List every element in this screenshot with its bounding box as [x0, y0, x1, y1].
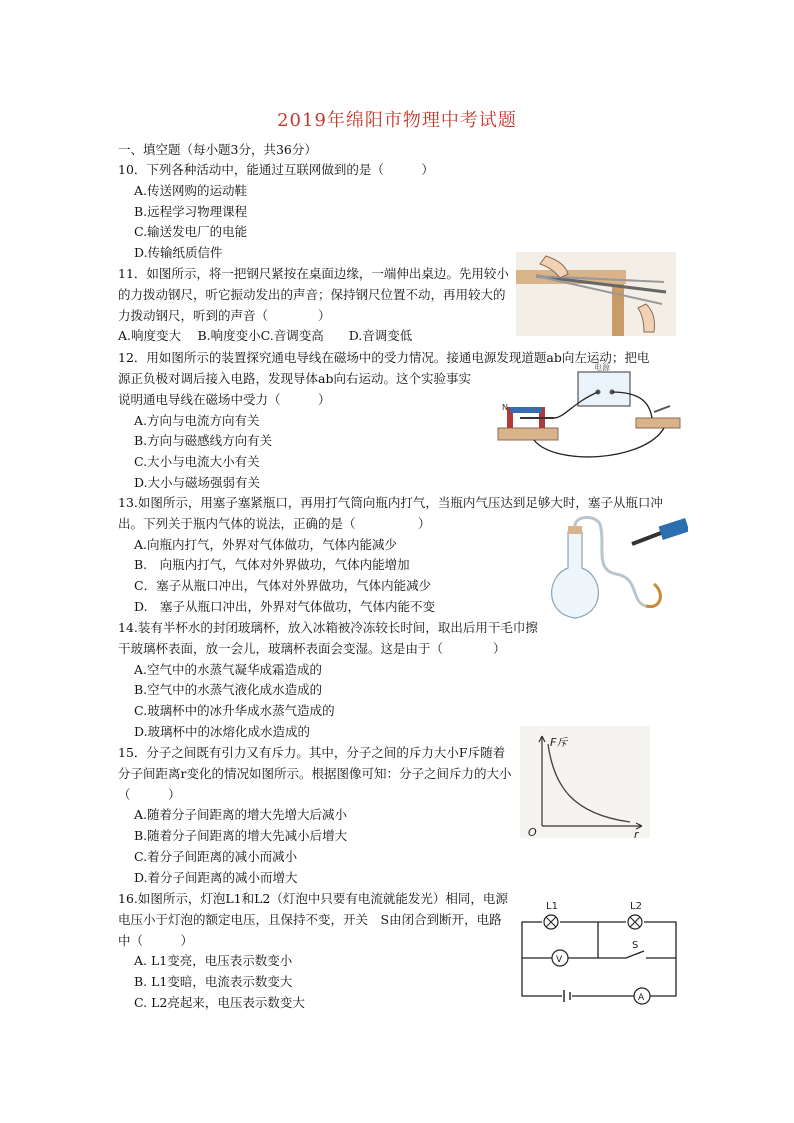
question-stem-line-1: 12．用如图所示的装置探究通电导线在磁场中的受力情况。接通电源发现道题ab向左运动；把电	[118, 350, 650, 365]
ammeter-label: A	[638, 993, 645, 1003]
option-c: C．塞子从瓶口冲出，气体对外界做功，气体内能减少	[134, 578, 432, 594]
question-stem: 10．下列各种活动中，能通过互联网做到的是（ ）	[118, 162, 434, 177]
question-stem: 14.装有半杯水的封闭玻璃杯，放入冰箱被冷冻较长时间，取出后用干毛巾擦干玻璃杯表面，放一会儿，玻璃杯表面会变湿。这是由于（ ）	[118, 620, 538, 656]
option-b: B. 向瓶内打气，气体对外界做功，气体内能增加	[134, 557, 410, 573]
question-stem: 11．如图所示，将一把钢尺紧按在桌面边缘，一端伸出桌边。先用较小的力拨动钢尺，听它振动发出的声音；保持钢尺位置不动，再用较大的力拨动钢尺，听到的声音（ ）	[118, 266, 509, 323]
question-16	[118, 889, 508, 1014]
graph-x-label: r	[634, 828, 639, 838]
option-d: D.着分子间距离的减小而增大	[134, 869, 298, 885]
question-14	[118, 618, 538, 743]
question-12-body	[118, 369, 478, 494]
option-c: C.着分子间距离的减小而减小	[134, 848, 298, 864]
options-inline: A.响度变大 B.响度变小C.音调变高 D.音调变低	[118, 328, 413, 344]
option-b: B. L1变暗，电流表示数变大	[134, 974, 293, 990]
lamp-l2-label: L2	[630, 901, 642, 912]
graph-y-label: F斥	[550, 736, 568, 749]
option-a: A. L1变亮，电压表示数变小	[134, 953, 293, 969]
lamp-l1-label: L1	[546, 901, 558, 912]
question-11	[118, 264, 510, 347]
option-a: A.传送网购的运动鞋	[134, 182, 248, 198]
option-d: D. 塞子从瓶口冲出，外界对气体做功，气体内能不变	[134, 598, 436, 614]
magnet-circuit-figure	[494, 362, 684, 466]
section-heading: 一、填空题（每小题3分，共36分）	[118, 142, 317, 157]
flask-pump-figure	[548, 514, 688, 626]
question-stem-line-2: 源正负极对调后接入电路，发现导体ab向右运动。这个实验事实说明通电导线在磁场中受力（ ）	[118, 371, 471, 407]
option-b: B.方向与磁感线方向有关	[134, 433, 273, 449]
page-title: 2019年绵阳市物理中考试题	[277, 110, 517, 131]
circuit-diagram	[516, 896, 688, 1008]
option-a: A.空气中的水蒸气凝华成霜造成的	[134, 661, 323, 677]
option-c: C.输送发电厂的电能	[134, 224, 248, 240]
option-d: D.传输纸质信件	[134, 245, 223, 261]
option-c: C. L2亮起来，电压表示数变大	[134, 994, 305, 1010]
option-d: D.玻璃杯中的冰熔化成水造成的	[134, 723, 311, 739]
question-stem-line-2: 出。下列关于瓶内气体的说法，正确的是（ ）	[118, 515, 431, 531]
option-c: C.玻璃杯中的冰升华成水蒸气造成的	[134, 703, 335, 719]
steel-ruler-figure	[516, 252, 676, 336]
option-b: B.空气中的水蒸气液化成水造成的	[134, 682, 323, 698]
question-10	[118, 160, 558, 264]
switch-label: S	[632, 940, 639, 951]
option-d: D.大小与磁场强弱有关	[134, 474, 261, 490]
option-a: A.向瓶内打气，外界对气体做功，气体内能减少	[134, 536, 398, 552]
option-a: A.随着分子间距离的增大先增大后减小	[134, 807, 348, 823]
question-stem: 15．分子之间既有引力又有斥力。其中，分子之间的斥力大小F斥随着分子间距离r变化的情况如图所示。根据图像可知：分子之间斥力的大小（ ）	[118, 745, 512, 802]
repulsion-force-graph	[520, 726, 650, 838]
question-stem: 16.如图所示，灯泡L1和L2（灯泡中只要有电流就能发光）相同，电源电压小于灯泡的额定电压，且保持不变，开关 S由闭合到断开，电路中（ ）	[118, 891, 508, 948]
option-b: B.随着分子间距离的增大先减小后增大	[134, 828, 348, 844]
question-15	[118, 743, 514, 889]
option-c: C.大小与电流大小有关	[134, 454, 260, 470]
voltmeter-label: V	[556, 955, 563, 965]
question-stem-line-1: 13.如图所示，用塞子塞紧瓶口，再用打气筒向瓶内打气，当瓶内气压达到足够大时，塞子从瓶口冲	[118, 495, 663, 510]
power-label: 电源	[594, 363, 610, 372]
north-pole-label: N	[502, 403, 508, 412]
graph-origin-label: O	[528, 826, 537, 838]
option-b: B.远程学习物理课程	[134, 203, 248, 219]
option-a: A.方向与电流方向有关	[134, 412, 260, 428]
